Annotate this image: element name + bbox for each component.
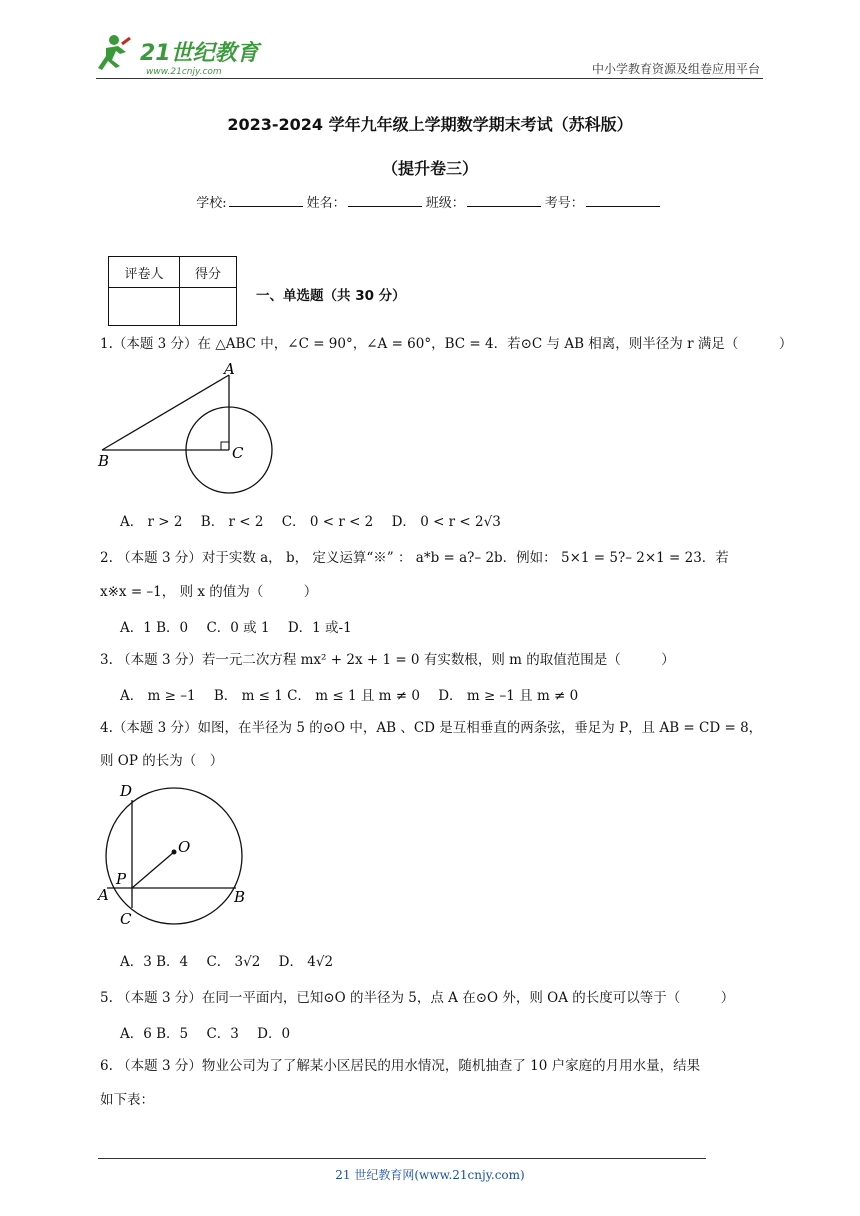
site-logo: [96, 30, 266, 78]
q4-label-d: D: [120, 782, 133, 800]
field-school: 学校:: [196, 196, 227, 211]
blank-name[interactable]: [348, 194, 422, 207]
q5-option-ab[interactable]: A．6 B．5: [120, 1026, 189, 1042]
logo-text: 21世纪教育: [140, 41, 259, 66]
question-3-stem: 3. （本题 3 分）若一元二次方程 mx² + 2x + 1 = 0 有实数根，则 m 的取值范围是（ ）: [100, 652, 675, 668]
q3-option-bc[interactable]: B． m ≤ 1 C． m ≤ 1 且 m ≠ 0: [213, 688, 420, 704]
reviewer-cell[interactable]: [109, 288, 180, 326]
question-5-stem: 5. （本题 3 分）在同一平面内，已知⊙O 的半径为 5，点 A 在⊙O 外，则 OA 的长度可以等于（ ）: [100, 990, 735, 1006]
q1-label-b: B: [98, 452, 110, 470]
exam-subtitle: （提升卷三）: [381, 159, 478, 178]
platform-name: 中小学教育资源及组卷应用平台: [591, 62, 760, 76]
question-4-options: [120, 950, 347, 970]
field-exam-no: 考号：: [544, 196, 584, 211]
q1-option-a[interactable]: A． r > 2: [120, 514, 183, 530]
question-4-figure: [94, 778, 258, 934]
q4-label-p: P: [116, 870, 127, 888]
question-2-options: [120, 616, 366, 636]
q4-option-d[interactable]: D． 4√2: [278, 954, 334, 970]
q1-option-b[interactable]: B． r < 2: [200, 514, 264, 530]
q4-label-o: O: [178, 838, 191, 856]
question-3-options: [120, 684, 592, 704]
field-class: 班级：: [425, 196, 465, 211]
question-2-stem: 2. （本题 3 分）对于实数 a， b， 定义运算“※” ： a*b = a?– 2b．例如： 5×1 = 5?– 2×1 = 23．若: [100, 550, 729, 566]
q4-option-ab[interactable]: A．3 B．4: [120, 954, 189, 970]
question-6-stem-cont: 如下表：: [100, 1092, 154, 1108]
q5-option-d[interactable]: D．0: [257, 1026, 291, 1042]
score-cell[interactable]: [180, 288, 237, 326]
question-4-stem-cont: 则 OP 的长为（ ）: [100, 753, 224, 769]
q1-label-a: A: [224, 362, 235, 378]
q2-option-ab[interactable]: A．1 B．0: [120, 620, 189, 636]
question-5-options: [120, 1022, 304, 1042]
student-info-line: [0, 192, 860, 211]
q4-label-a: A: [98, 886, 109, 904]
footer-link[interactable]: 21 世纪教育网(www.21cnjy.com): [335, 1168, 525, 1182]
q2-option-d[interactable]: D．1 或-1: [287, 620, 352, 636]
header-divider: [96, 78, 763, 79]
question-1-stem: 1.（本题 3 分）在 △ABC 中，∠C = 90°，∠A = 60°，BC = 4．若⊙C 与 AB 相离，则半径为 r 满足（ ）: [100, 336, 793, 352]
question-1-options: [120, 510, 515, 530]
q5-option-c[interactable]: C．3: [206, 1026, 239, 1042]
question-1-figure: [96, 362, 286, 500]
q4-label-b: B: [234, 888, 246, 906]
q1-option-d[interactable]: D． 0 < r < 2√3: [391, 514, 501, 530]
q2-option-c[interactable]: C．0 或 1: [206, 620, 270, 636]
exam-title: 2023-2024 学年九年级上学期数学期末考试（苏科版）: [227, 115, 633, 134]
q3-option-a[interactable]: A． m ≥ –1: [120, 688, 196, 704]
blank-exam-no[interactable]: [586, 194, 660, 207]
q4-label-c: C: [120, 910, 132, 928]
question-2-stem-cont: x※x = –1， 则 x 的值为（ ）: [100, 584, 318, 600]
q4-option-c[interactable]: C． 3√2: [206, 954, 261, 970]
logo-url: www.21cnjy.com: [146, 67, 222, 77]
question-6-stem: 6. （本题 3 分）物业公司为了了解某小区居民的用水情况，随机抽查了 10 户家庭的月用水量，结果: [100, 1058, 701, 1074]
blank-school[interactable]: [229, 194, 303, 207]
q1-option-c[interactable]: C． 0 < r < 2: [281, 514, 374, 530]
q3-option-d[interactable]: D． m ≥ –1 且 m ≠ 0: [438, 688, 579, 704]
field-name: 姓名：: [306, 196, 346, 211]
runner-icon: [98, 35, 130, 70]
footer-divider: [98, 1158, 706, 1159]
score-header: 得分: [180, 257, 237, 288]
section-heading: 一、单选题（共 30 分）: [256, 288, 406, 304]
question-4-stem: 4.（本题 3 分）如图，在半径为 5 的⊙O 中，AB 、CD 是互相垂直的两条弦，垂足为 P，且 AB = CD = 8，: [100, 720, 763, 736]
score-table: [108, 256, 237, 326]
blank-class[interactable]: [467, 194, 541, 207]
q1-label-c: C: [232, 444, 244, 462]
reviewer-header: 评卷人: [109, 257, 180, 288]
